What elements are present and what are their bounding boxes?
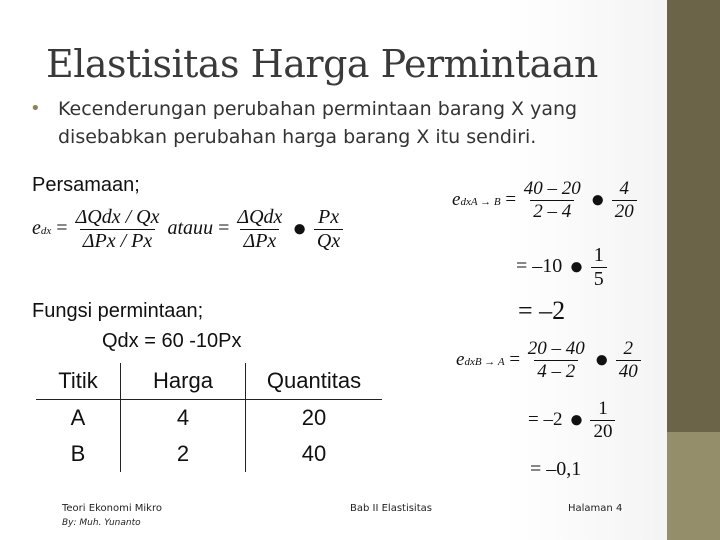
formula-lhs: e (32, 217, 41, 240)
calc-b-step2-den: 20 (590, 420, 615, 443)
footer-course: Teori Ekonomi Mikro (62, 503, 162, 514)
slide-title: Elastisitas Harga Permintaan (46, 42, 598, 86)
multiply-dot-icon: ● (292, 216, 307, 242)
formula-lhs-2: u (203, 217, 214, 240)
table-cell: 20 (301, 405, 327, 430)
footer-author: By: Muh. Yunanto (62, 518, 141, 528)
calc-a-line-1: edxA → B = $\frac{40 - 20}{2 - 4}$ ● $\frac{4}{20}$ (452, 178, 637, 223)
formula-fraction-1 (73, 206, 163, 253)
calc-b-line-1: edxB → A = $\frac{20 - 40}{4 - 2}$ ● $\frac{2}{40}$ (456, 338, 641, 383)
footer-chapter: Bab II Elastisitas (350, 503, 432, 514)
calc-a-step2-num: 1 (593, 244, 604, 266)
bullet-line-1: Kecenderungan perubahan permintaan barang X yang (58, 98, 578, 120)
formula-den-2: ΔPx (240, 229, 279, 253)
calc-b-num-1: 20 – 40 (527, 338, 585, 359)
calc-b-lhs-sub: dxB → A (464, 355, 505, 368)
calc-b-fraction-3 (590, 398, 615, 443)
table-cell: 4 (121, 400, 246, 437)
calc-b-line-2 (528, 398, 615, 443)
table-cell: 2 (121, 436, 246, 472)
calc-b-step2-lhs: = –2 (528, 408, 563, 430)
formula-num-3: Px (318, 206, 340, 228)
bullet-item (30, 95, 660, 151)
calc-a-step2-den: 5 (591, 267, 607, 291)
calc-b-fraction-1 (525, 338, 588, 383)
formula-num-1: ΔQdx / Qx (75, 206, 160, 228)
table-row (36, 436, 382, 472)
formula-den-1: ΔPx / Px (80, 229, 155, 253)
table-cell: 40 (301, 441, 327, 466)
table-header: Harga (121, 363, 246, 400)
calc-a-step2-lhs: = –10 (516, 255, 563, 278)
footer-page-number: Halaman 4 (568, 503, 623, 514)
multiply-dot-icon: ● (569, 407, 584, 433)
calc-a-lhs: e (452, 188, 461, 210)
calc-a-fraction-3 (591, 244, 607, 291)
calc-b-den-1: 4 – 2 (534, 360, 578, 383)
calc-a-result: = –2 (518, 296, 566, 325)
bullet-line-2: disebabkan perubahan harga barang X itu sendiri. (58, 126, 537, 148)
table-header: Quantitas (246, 363, 383, 400)
fungsi-equation: Qdx = 60 -10Px (102, 330, 242, 352)
elasticity-formula: edx = $\frac{\text{ΔQdx / Qx}}{\text{ΔPx / Px}}$ atauu = $\frac{\text{ΔQdx}}{\text{ΔPx}}$ ● $\frac{Px}{Qx}$ (32, 206, 343, 253)
calc-b-lhs: e (456, 348, 465, 370)
sidebar-accent-decoration (667, 432, 720, 540)
formula-lhs-sub: dx (40, 225, 52, 238)
formula-fraction-3 (314, 206, 343, 253)
multiply-dot-icon: ● (590, 187, 606, 213)
table-header: Titik (36, 363, 121, 400)
calc-b-den-2: 40 (616, 360, 641, 383)
calc-b-step2-num: 1 (598, 398, 608, 419)
table-cell: A (36, 400, 121, 437)
persamaan-label: Persamaan; (32, 174, 140, 196)
calc-a-lhs-sub: dxA → B (460, 195, 501, 208)
calc-a-den-1: 2 – 4 (530, 200, 574, 223)
formula-atau: atau (167, 217, 204, 240)
formula-num-2: ΔQdx (237, 206, 283, 228)
calc-b-num-2: 2 (623, 338, 634, 359)
calc-a-num-2: 4 (619, 178, 630, 199)
calc-a-num-1: 40 – 20 (523, 178, 581, 199)
calc-a-den-2: 20 (612, 200, 637, 223)
bullet-dot-icon: • (30, 98, 41, 119)
multiply-dot-icon: ● (594, 347, 610, 373)
table-header-row (36, 363, 382, 400)
formula-den-3: Qx (314, 229, 343, 253)
calc-b-result: = –0,1 (530, 458, 582, 480)
table-cell: B (36, 436, 121, 472)
data-table (36, 363, 382, 472)
calc-a-fraction-2 (612, 178, 637, 223)
fungsi-label: Fungsi permintaan; (32, 300, 204, 322)
multiply-dot-icon: ● (569, 254, 584, 280)
formula-fraction-2 (234, 206, 285, 253)
calc-a-fraction-1 (521, 178, 584, 223)
calc-a-line-2 (516, 244, 607, 291)
calc-b-fraction-2 (616, 338, 641, 383)
table-row (36, 400, 382, 437)
